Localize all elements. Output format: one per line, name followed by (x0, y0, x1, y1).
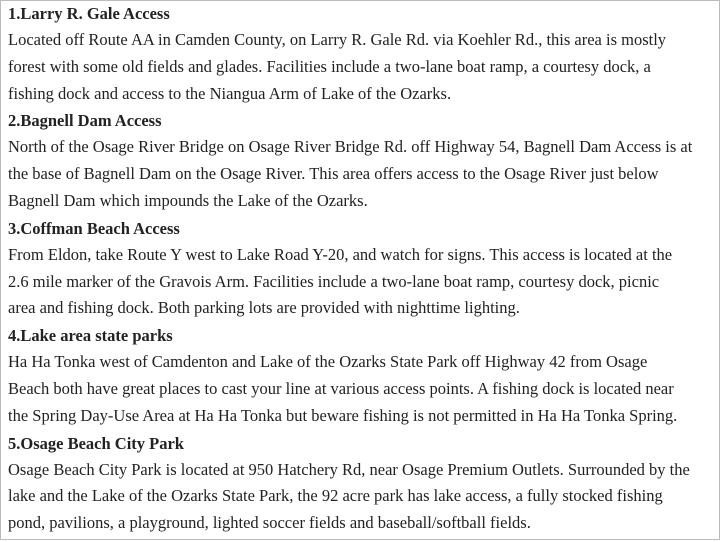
body-line: Osage Beach City Park is located at 950 Hatchery Rd, near Osage Premium Outlets. Surrounded by the (8, 459, 690, 479)
body-line: 2.6 mile marker of the Gravois Arm. Facilities include a two-lane boat ramp, courtesy dock, picnic (8, 271, 660, 291)
body-line: lake and the Lake of the Ozarks State Park, the 92 acre park has lake access, a fully stocked fishing (8, 486, 663, 506)
body-line: the Spring Day-Use Area at Ha Ha Tonka but beware fishing is not permitted in Ha Ha Tonka Spring. (8, 405, 678, 425)
body-line: Bagnell Dam which impounds the Lake of the Ozarks. (8, 190, 368, 210)
section-title-bagnell-dam: 2.Bagnell Dam Access (8, 111, 162, 131)
document-content (8, 2, 714, 539)
body-line: Beach both have great places to cast your line at various access points. A fishing dock is located near (8, 378, 674, 398)
body-line: forest with some old fields and glades. Facilities include a two-lane boat ramp, a courtesy dock, a (8, 56, 651, 76)
body-line: pond, pavilions, a playground, lighted soccer fields and baseball/softball fields. (8, 513, 531, 533)
section-body-bagnell-dam (8, 132, 714, 216)
section-title-coffman-beach: 3.Coffman Beach Access (8, 218, 180, 238)
section-body-larry-gale (8, 25, 714, 109)
section-body-osage-beach-park (8, 455, 714, 539)
body-line: Ha Ha Tonka west of Camdenton and Lake of the Ozarks State Park off Highway 42 from Osage (8, 352, 648, 372)
section-title-osage-beach-park: 5.Osage Beach City Park (8, 433, 184, 453)
section-title-larry-gale: 1.Larry R. Gale Access (8, 4, 170, 23)
body-line: the base of Bagnell Dam on the Osage River. This area offers access to the Osage River just below (8, 164, 659, 184)
section-body-state-parks (8, 347, 714, 431)
section-body-coffman-beach (8, 240, 714, 324)
body-line: fishing dock and access to the Niangua Arm of Lake of the Ozarks. (8, 83, 452, 103)
body-line: area and fishing dock. Both parking lots are provided with nighttime lighting. (8, 298, 520, 318)
body-line: North of the Osage River Bridge on Osage River Bridge Rd. off Highway 54, Bagnell Dam Access is at (8, 137, 693, 157)
body-line: From Eldon, take Route Y west to Lake Road Y-20, and watch for signs. This access is located at the (8, 244, 673, 264)
body-line: Located off Route AA in Camden County, on Larry R. Gale Rd. via Koehler Rd., this area is mostly (8, 30, 667, 49)
section-title-state-parks: 4.Lake area state parks (8, 326, 173, 346)
